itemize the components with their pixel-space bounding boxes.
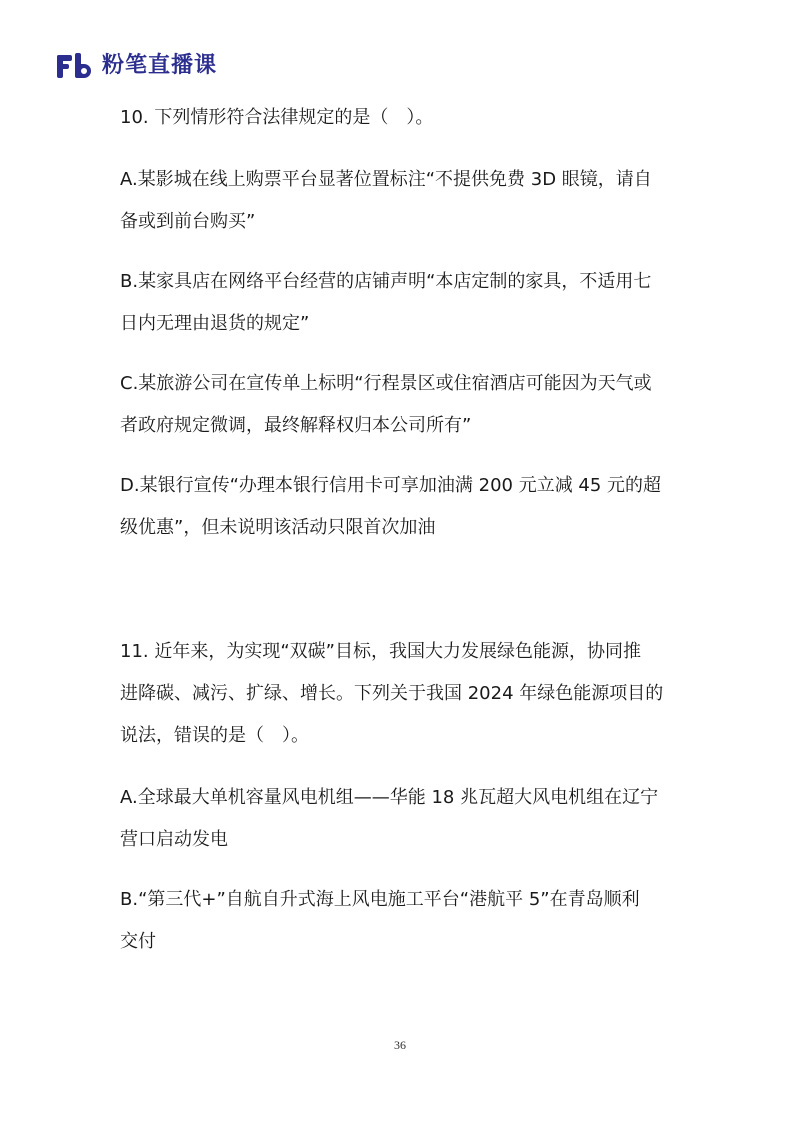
question-10-option-c-line-2: 者政府规定微调，最终解释权归本公司所有”: [120, 415, 472, 436]
question-10-option-c-line-1: C.某旅游公司在宣传单上标明“行程景区或住宿酒店可能因为天气或: [120, 373, 652, 394]
question-10-option-a-line-2: 备或到前台购买”: [120, 211, 256, 232]
question-11-option-b-line-2: 交付: [120, 931, 156, 952]
fb-logo-icon: [56, 52, 96, 80]
question-10-option-d-line-2: 级优惠”，但未说明该活动只限首次加油: [120, 517, 436, 538]
question-10-stem: 10. 下列情形符合法律规定的是（ ）。: [120, 107, 434, 128]
brand-name: 粉笔直播课: [102, 53, 218, 78]
question-10-option-b-line-2: 日内无理由退货的规定”: [120, 313, 310, 334]
question-11-stem-line-3: 说法，错误的是（ ）。: [120, 725, 309, 746]
question-10-option-d-line-1: D.某银行宣传“办理本银行信用卡可享加油满 200 元立减 45 元的超: [120, 475, 662, 496]
page-number: 36: [394, 1038, 406, 1052]
question-11-option-a-line-2: 营口启动发电: [120, 829, 228, 850]
question-11-stem-line-2: 进降碳、减污、扩绿、增长。下列关于我国 2024 年绿色能源项目的: [120, 683, 664, 704]
question-11-stem-line-1: 11. 近年来，为实现“双碳”目标，我国大力发展绿色能源，协同推: [120, 641, 641, 662]
question-10-option-a-line-1: A.某影城在线上购票平台显著位置标注“不提供免费 3D 眼镜，请自: [120, 169, 652, 190]
question-11-option-a-line-1: A.全球最大单机容量风电机组——华能 18 兆瓦超大风电机组在辽宁: [120, 787, 659, 808]
question-11-option-b-line-1: B.“第三代+”自航自升式海上风电施工平台“港航平 5”在青岛顺利: [120, 889, 640, 910]
question-10-option-b-line-1: B.某家具店在网络平台经营的店铺声明“本店定制的家具，不适用七: [120, 271, 652, 292]
brand-logo: [56, 50, 217, 82]
